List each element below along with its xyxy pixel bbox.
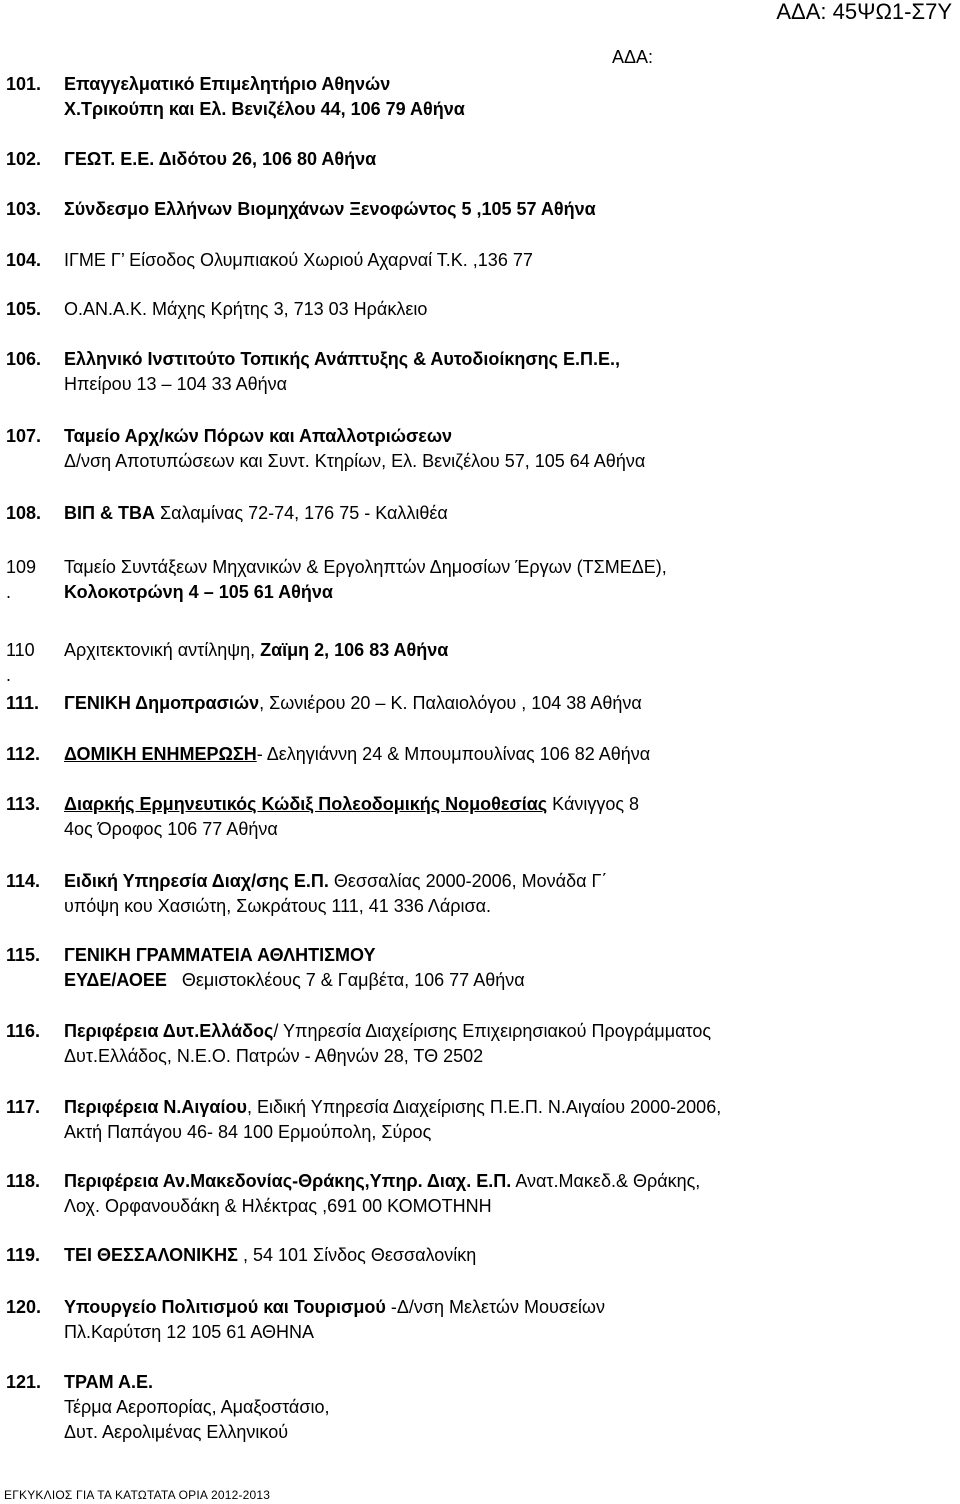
entry-service: -Δ/νση Μελετών Μουσείων <box>385 1297 605 1317</box>
entry-number: 115. <box>6 945 41 965</box>
entry-name: Αρχιτεκτονική αντίληψη, <box>64 640 261 660</box>
entry-address: Κάνιγγος 8 <box>547 794 640 814</box>
entry-number: 112. <box>6 744 41 764</box>
entry-name: ΤΕΙ ΘΕΣΣΑΛΟΝΙΚΗΣ <box>64 1245 238 1265</box>
entry-address-line2: 4ος Όροφος 106 77 Αθήνα <box>64 819 278 839</box>
entry-address: Πλ.Καρύτση 12 105 61 ΑΘΗΝΑ <box>64 1322 314 1342</box>
entry-name: Υπουργείο Πολιτισμού και Τουρισμού <box>64 1297 386 1317</box>
entry-address: - Δεληγιάννη 24 & Μπουμπουλίνας 106 82 Αθήνα <box>256 744 651 764</box>
entry-address: Χ.Τρικούπη και Ελ. Βενιζέλου 44, 106 79 Αθήνα <box>64 99 465 119</box>
entry-name: Ταμείο Συντάξεων Μηχανικών & Εργοληπτών Δημοσίων Έργων (ΤΣΜΕΔΕ), <box>64 557 667 577</box>
entry-number: 110 <box>6 640 35 660</box>
entry-name: Ο.ΑΝ.Α.Κ. Μάχης Κρήτης 3, 713 03 Ηράκλειο <box>64 299 428 319</box>
entry-address: Θεμιστοκλέους 7 & Γαμβέτα, 106 77 Αθήνα <box>166 970 525 990</box>
entry-address: Ηπείρου 13 – 104 33 Αθήνα <box>64 374 288 394</box>
entry-name: Επαγγελματικό Επιμελητήριο Αθηνών <box>64 74 391 94</box>
entry-name: Περιφέρεια Δυτ.Ελλάδος <box>64 1021 274 1041</box>
ada-label: ΑΔΑ: <box>612 47 654 67</box>
entry-name: ΙΓΜΕ Γ’ Είσοδος Ολυμπιακού Χωριού Αχαρναί Τ.Κ. ,136 77 <box>64 250 533 270</box>
entry-number-dot: . <box>6 665 12 685</box>
footer-text: ΕΓΚΥΚΛΙΟΣ ΓΙΑ ΤΑ ΚΑΤΩΤΑΤΑ ΟΡΙΑ 2012-2013 <box>4 1488 271 1502</box>
entry-number: 111. <box>6 693 40 713</box>
entry-address: Θεσσαλίας 2000-2006, Μονάδα Γ΄ <box>328 871 608 891</box>
entry-name: Περιφέρεια Ν.Αιγαίου <box>64 1097 247 1117</box>
entry-address: Ζαϊμη 2, 106 83 Αθήνα <box>260 640 449 660</box>
entry-number: 120. <box>6 1297 42 1317</box>
entry-name: ΔΟΜΙΚΗ ΕΝΗΜΕΡΩΣΗ <box>64 744 257 764</box>
entry-name: Σύνδεσμο Ελλήνων Βιομηχάνων Ξενοφώντος 5 ,105 57 Αθήνα <box>64 199 596 219</box>
entry-number: 103. <box>6 199 42 219</box>
entry-address: , Σωνιέρου 20 – Κ. Παλαιολόγου , 104 38 Αθήνα <box>259 693 642 713</box>
entry-service: , Ειδική Υπηρεσία Διαχείρισης Π.Ε.Π. Ν.Αιγαίου 2000-2006, <box>246 1097 722 1117</box>
entry-number: 119. <box>6 1245 41 1265</box>
entry-address: Δυτ.Ελλάδος, Ν.Ε.Ο. Πατρών - Αθηνών 28, ΤΘ 2502 <box>64 1046 484 1066</box>
entry-number: 107. <box>6 426 42 446</box>
entry-address-line2: υπόψη κου Χασιώτη, Σωκράτους 111, 41 336 Λάρισα. <box>64 896 492 916</box>
entry-name: Ειδική Υπηρεσία Διαχ/σης Ε.Π. <box>64 871 329 891</box>
entry-address: Κολοκοτρώνη 4 – 105 61 Αθήνα <box>64 582 333 602</box>
entry-address: Ακτή Παπάγου 46- 84 100 Ερμούπολη, Σύρος <box>64 1122 432 1142</box>
entry-name: Διαρκής Ερμηνευτικός Κώδιξ Πολεοδομικής Νομοθεσίας <box>64 794 548 814</box>
entry-number: 108. <box>6 503 42 523</box>
entry-address: , 54 101 Σίνδος Θεσσαλονίκη <box>237 1245 477 1265</box>
ada-code: ΑΔΑ: 45ΨΩ1-Σ7Υ <box>776 0 952 24</box>
entry-service: / Υπηρεσία Διαχείρισης Επιχειρησιακού Προγράμματος <box>273 1021 712 1041</box>
entry-name: Ελληνικό Ινστιτούτο Τοπικής Ανάπτυξης & Αυτοδιοίκησης Ε.Π.Ε., <box>64 349 621 369</box>
entry-name: Ταμείο Αρχ/κών Πόρων και Απαλλοτριώσεων <box>64 426 453 446</box>
entry-name: ΒΙΠ & ΤΒΑ <box>64 503 155 523</box>
entry-number-dot: . <box>6 582 12 602</box>
entry-number: 121. <box>6 1372 42 1392</box>
entry-name: ΓΕΩΤ. Ε.Ε. Διδότου 26, 106 80 Αθήνα <box>64 149 377 169</box>
entry-number: 116. <box>6 1021 41 1041</box>
entry-number: 104. <box>6 250 42 270</box>
entry-address: Σαλαμίνας 72-74, 176 75 - Καλλιθέα <box>155 503 448 523</box>
entry-number: 118. <box>6 1171 41 1191</box>
entry-number: 106. <box>6 349 42 369</box>
entry-address-line2: Δυτ. Αερολιμένας Ελληνικού <box>64 1422 289 1442</box>
entry-name: ΓΕΝΙΚΗ ΓΡΑΜΜΑΤΕΙΑ ΑΘΛΗΤΙΣΜΟΥ <box>64 945 376 965</box>
entry-address: Λοχ. Ορφανουδάκη & Ηλέκτρας ,691 00 ΚΟΜΟΤΗΝΗ <box>64 1196 492 1216</box>
entry-name: Περιφέρεια Αν.Μακεδονίας-Θράκης,Υπηρ. Διαχ. Ε.Π. <box>64 1171 512 1191</box>
entry-address: Τέρμα Αεροπορίας, Αμαξοστάσιο, <box>64 1397 330 1417</box>
entry-name: ΤΡΑΜ Α.Ε. <box>64 1372 153 1392</box>
entry-name: ΓΕΝΙΚΗ Δημοπρασιών <box>64 693 260 713</box>
entry-subname: ΕΥΔΕ/ΑΟΕΕ <box>64 970 167 990</box>
entry-number: 102. <box>6 149 42 169</box>
entry-address: Δ/νση Αποτυπώσεων και Συντ. Κτηρίων, Ελ. Βενιζέλου 57, 105 64 Αθήνα <box>64 451 646 471</box>
entry-number: 114. <box>6 871 41 891</box>
entry-service: Ανατ.Μακεδ.& Θράκης, <box>511 1171 701 1191</box>
entry-number: 113. <box>6 794 41 814</box>
entry-number: 109 <box>6 557 37 577</box>
entry-number: 117. <box>6 1097 41 1117</box>
entry-number: 105. <box>6 299 42 319</box>
entry-number: 101. <box>6 74 42 94</box>
